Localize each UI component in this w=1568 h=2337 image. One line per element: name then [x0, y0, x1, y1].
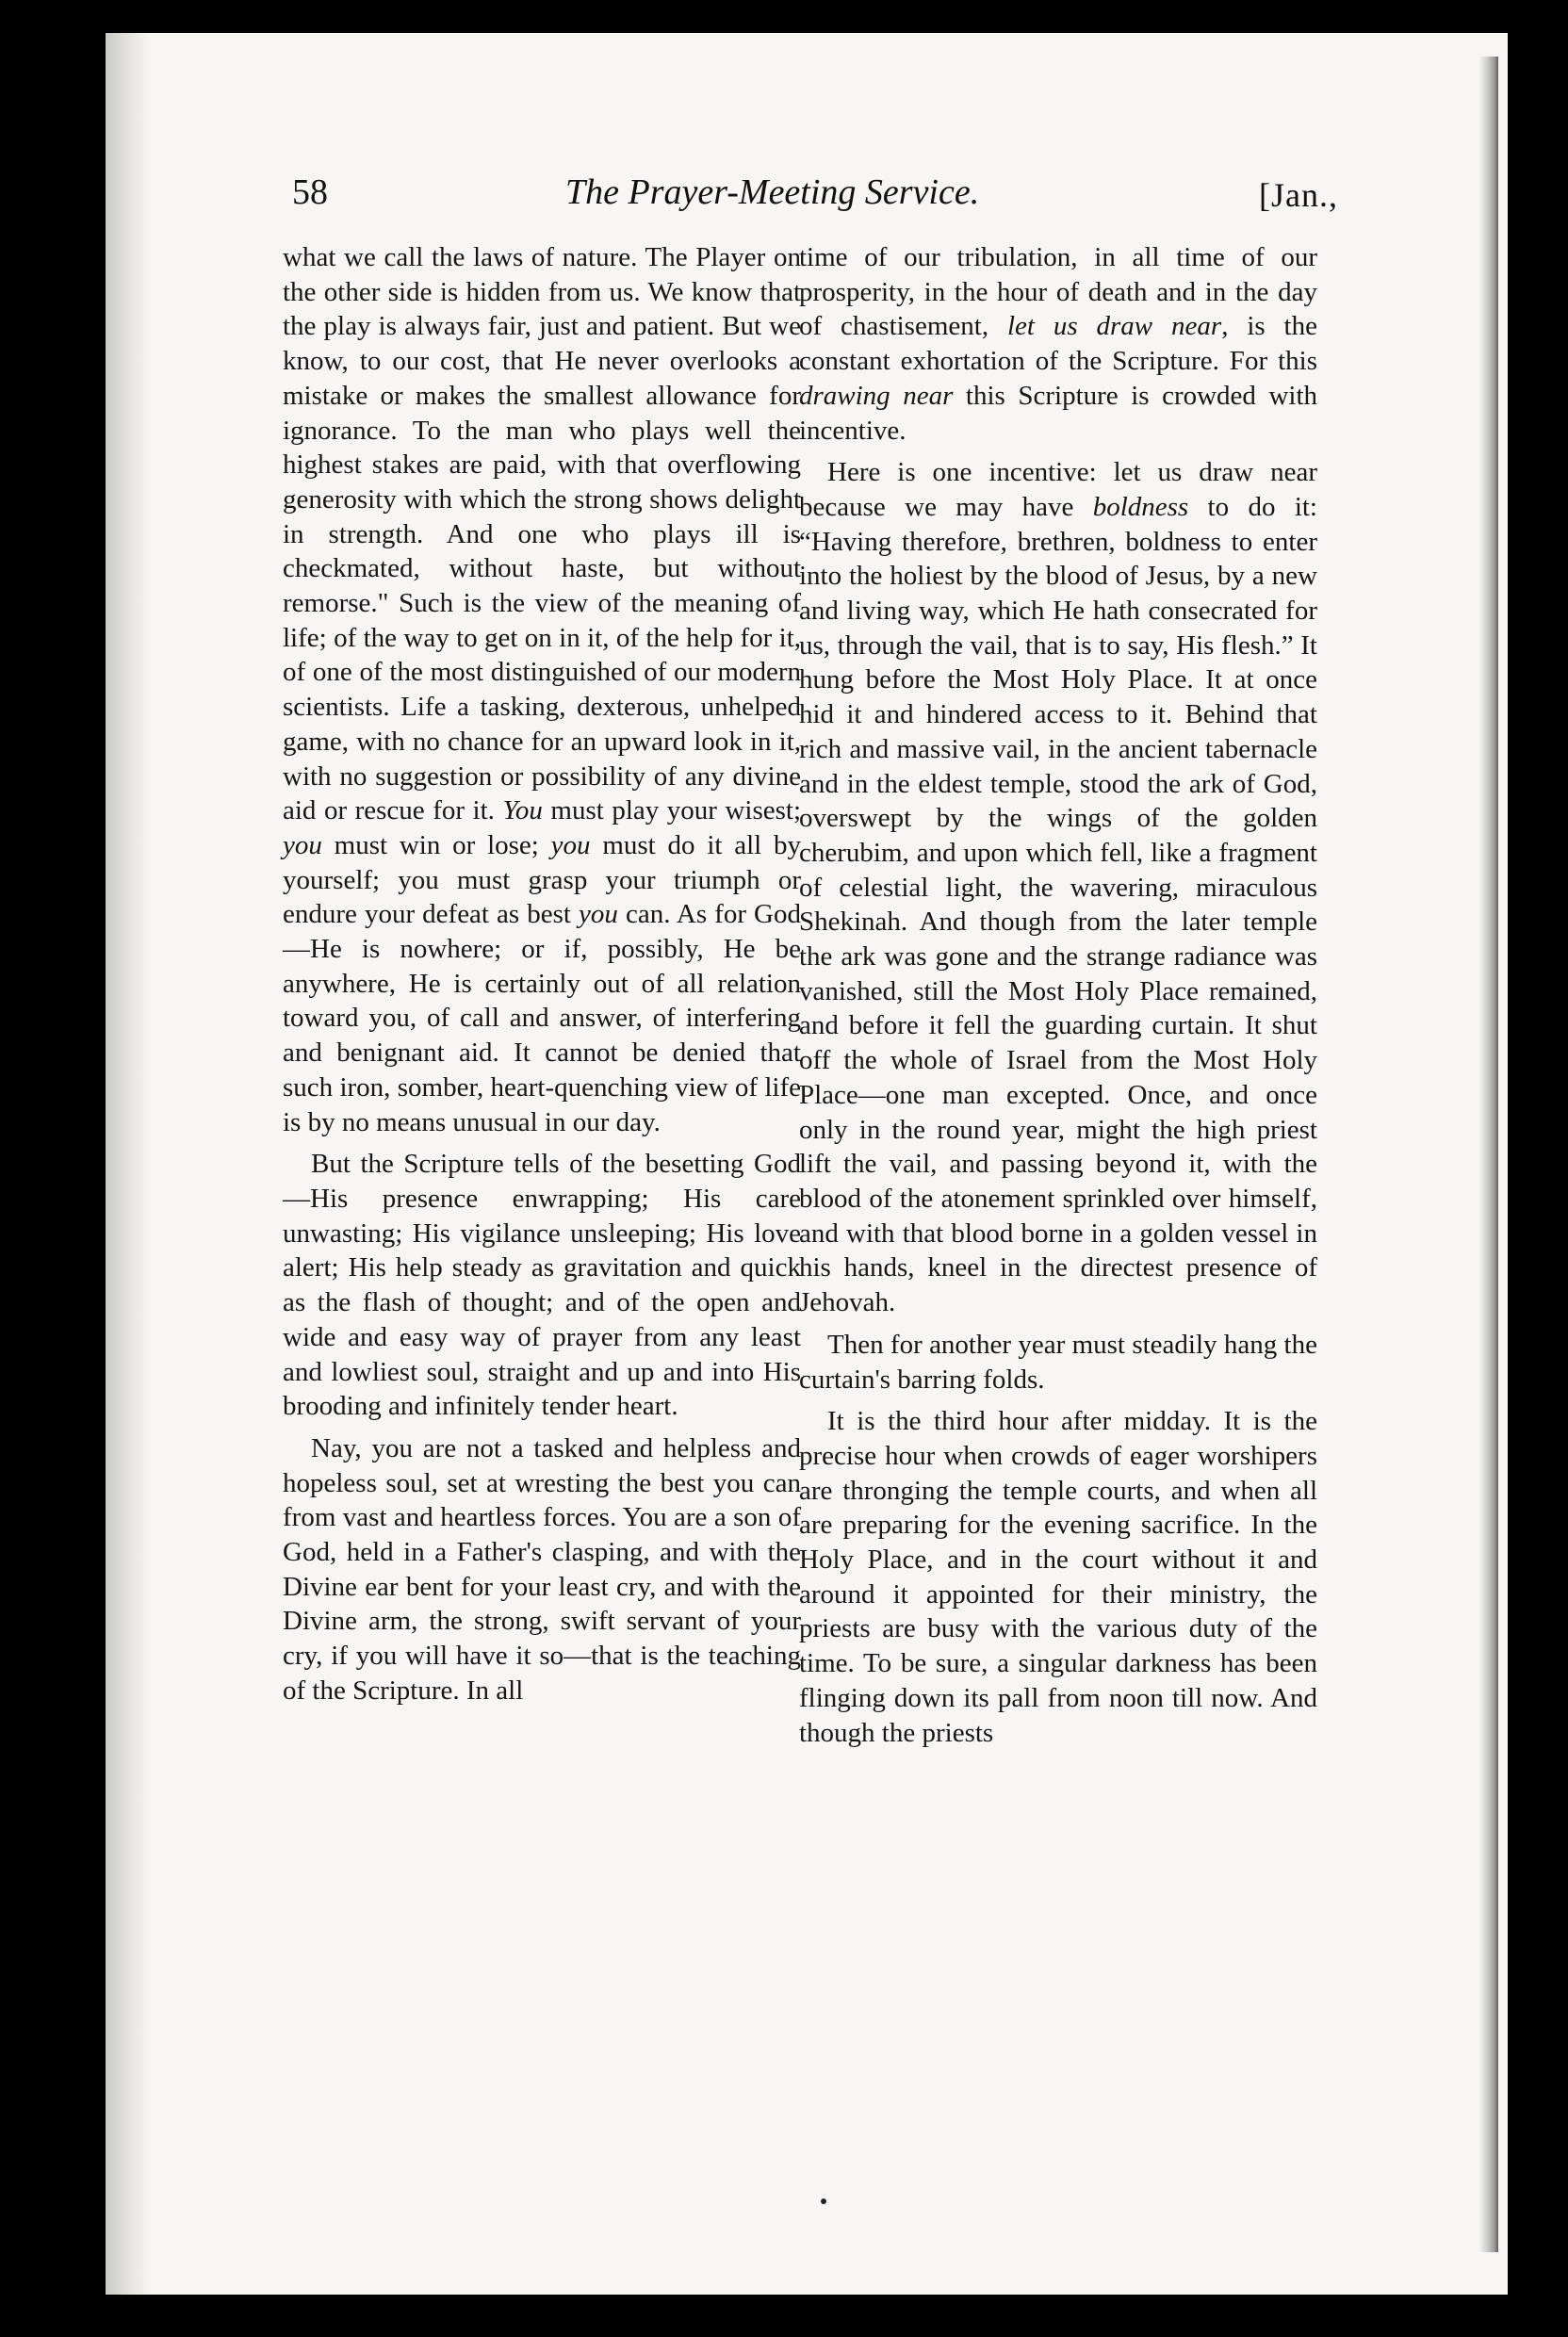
running-title: The Prayer-Meeting Service.: [565, 172, 980, 212]
emphasis-text: you: [579, 899, 618, 930]
paragraph-text: must do it all by yourself; you must grasp your triumph or endure your defeat as best: [283, 829, 802, 930]
paragraph: It is the third hour after midday. It is the precise hour when crowds of eager worshipers are thronging the temple courts, and when all are preparing for the evening sacrifice. In the Holy Place, and in the court without it and around it appointed for their ministry, the priests are busy with the various duty of the time. To be sure, a singular darkness has been flinging down its pall from noon till now. And though the priests: [799, 1406, 1317, 1748]
emphasis-text: boldness: [1092, 491, 1189, 522]
paragraph: [799, 240, 1317, 448]
paragraph-text: can. As for God—He is nowhere; or if, possibly, He be anywhere, He is certainly out of all relation toward you, of call and answer, of interfering and benignant aid. It cannot be denied that such iron, somber, heart-quenching view of life is by no means unusual in our day.: [283, 899, 801, 1137]
emphasis-text: you: [550, 829, 591, 860]
paragraph: Nay, you are not a tasked and helpless and hopeless soul, set at wresting the best you can from vast and heartless forces. You are a son of God, held in a Father's clasping, and with the Divine ear bent for your least cry, and with the Divine arm, the strong, swift servant of your cry, if you will have it so—that is the teaching of the Scripture. In all: [283, 1432, 801, 1706]
left-column: [283, 240, 801, 1708]
emphasis-text: You: [502, 795, 543, 826]
page-edge-shadow: [1479, 57, 1498, 2252]
paragraph-text: time of our tribulation, in all time of our prosperity, in the hour of death and in the day of chastisement,: [799, 242, 1317, 342]
paragraph-text: must win or lose;: [321, 829, 551, 860]
paragraph-text: this Scripture is crowded with incentive.: [799, 380, 1318, 446]
emphasis-text: let us draw near: [1006, 311, 1222, 342]
ink-speck: [821, 2198, 826, 2204]
binding-shadow: [106, 33, 151, 2295]
paragraph: [799, 455, 1317, 1320]
page-number: 58: [292, 172, 328, 212]
right-column: [799, 240, 1317, 1750]
paragraph-text: to do it: “Having therefore, brethren, boldness to enter into the holiest by the blood of Jesus, by a new and living way, which He hath consecrated for us, through the vail, that is to say, His flesh.” It hung before the Most Holy Place. It at once hid it and hindered access to it. Behind that rich and massive vail, in the ancient tabernacle and in the eldest temple, stood the ark of God, overswept by the wings of the golden cherubim, and upon which fell, like a fragment of celestial light, the wavering, miraculous Shekinah. And though from the later temple the ark was gone and the strange radiance was vanished, still the Most Holy Place remained, and before it fell the guarding curtain. It shut off the whole of Israel from the Most Holy Place—one man excepted. Once, and once only in the round year, might the high priest lift the vail, and passing beyond it, with the blood of the atonement sprinkled over himself, and with that blood borne in a golden vessel in his hands, kneel in the directest presence of Jehovah.: [799, 491, 1317, 1318]
running-header: [292, 172, 1338, 228]
paragraph: [283, 240, 801, 1139]
emphasis-text: you: [283, 829, 322, 860]
paragraph-text: must play your wisest;: [542, 795, 802, 826]
paragraph-text: , is the constant exhortation of the Scripture. For this: [799, 311, 1317, 377]
paragraph-text: what we call the laws of nature. The Player on the other side is hidden from us. We know that the play is always fair, just and patient. But we know, to our cost, that He never overlooks a mistake or makes the smallest allowance for ignorance. To the man who plays well the highest stakes are paid, with that overflowing generosity with which the strong shows delight in strength. And one who plays ill is checkmated, without haste, but without remorse." Such is the view of the meaning of life; of the way to get on in it, of the help for it, of one of the most distinguished of our modern scientists. Life a tasking, dexterous, unhelped game, with no chance for an upward look in it, with no suggestion or possibility of any divine aid or rescue for it.: [283, 242, 801, 826]
running-header-month: [Jan.,: [1259, 176, 1338, 214]
paragraph: Then for another year must steadily hang the curtain's barring folds.: [799, 1329, 1317, 1395]
emphasis-text: drawing near: [799, 380, 954, 411]
paragraph: But the Scripture tells of the besetting God—His presence enwrapping; His care unwasting; His vigilance unsleeping; His love alert; His help steady as gravitation and quick as the flash of thought; and of the open and wide and easy way of prayer from any least and lowliest soul, straight and up and into His brooding and infinitely tender heart.: [283, 1149, 801, 1422]
paragraph-text: Here is one incentive: let us draw near because we may have: [799, 457, 1317, 522]
